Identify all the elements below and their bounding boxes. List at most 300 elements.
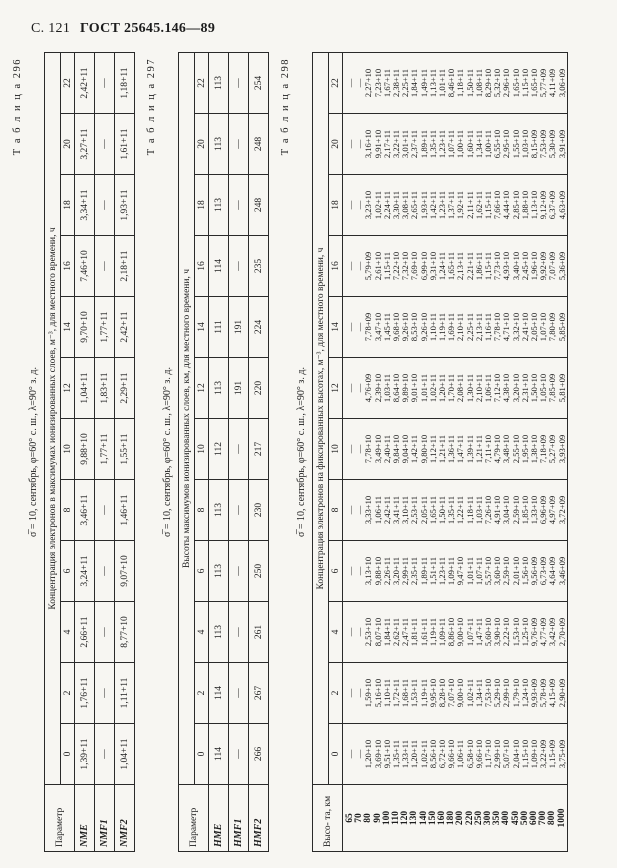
- cell: 3,27+11: [75, 114, 95, 175]
- cell: 1,96+10: [529, 251, 540, 281]
- cell: 114: [209, 663, 229, 724]
- cell: 7,78+09: [363, 312, 374, 342]
- cell: —: [354, 444, 365, 454]
- table-297-label: Т а б л и ц а 297: [146, 58, 157, 156]
- cell: 248: [249, 175, 269, 236]
- cell: —: [354, 627, 365, 637]
- cell: 2,10+11: [473, 373, 484, 403]
- cell: 1,21+11: [437, 434, 448, 464]
- cell: 1,88+10: [519, 190, 530, 220]
- cell: 7,78+10: [363, 434, 374, 464]
- cell: 7,07+09: [547, 251, 558, 281]
- cell: 3,22+09: [538, 739, 549, 769]
- table-297-subtitle: Высоты максимумов ионизированных слоев, км, для местного времени, ч: [179, 53, 195, 785]
- cell: 9,26+10: [400, 312, 411, 342]
- cell: 1,13+11: [427, 68, 438, 98]
- cell: —: [229, 419, 249, 480]
- table-row: [115, 53, 135, 852]
- cell: 4,97+09: [547, 495, 558, 525]
- height-value: 180: [446, 810, 457, 826]
- cell: 3,49+10: [372, 434, 383, 464]
- cell: 1,53+10: [510, 617, 521, 647]
- value-column: [343, 480, 568, 541]
- cell: 1,47+11: [473, 617, 484, 647]
- height-value: 90: [372, 813, 383, 823]
- page-number: С. 121: [31, 21, 71, 36]
- cell: 113: [209, 541, 229, 602]
- cell: 6,37+09: [547, 190, 558, 220]
- cell: 1,70+11: [446, 373, 457, 403]
- param-header: Параметр: [45, 785, 75, 852]
- height-value: 130: [409, 810, 420, 826]
- cell: 9,80+10: [418, 434, 429, 464]
- cell: 2,08+11: [455, 373, 466, 403]
- cell: 113: [209, 114, 229, 175]
- cell: 1,42+11: [427, 190, 438, 220]
- cell: 5,32+10: [492, 68, 503, 98]
- height-value: 400: [501, 810, 512, 826]
- cell: 3,91+09: [556, 129, 567, 159]
- cell: 1,23+11: [437, 190, 448, 220]
- cell: —: [229, 480, 249, 541]
- cell: 1,01+11: [418, 373, 429, 403]
- cell: 9,68+10: [391, 312, 402, 342]
- table-298-subtitle: Концентрация электронов на фиксированных высотах, м⁻³, для местного времени, ч: [313, 53, 329, 785]
- hour-header: 8: [61, 480, 75, 541]
- rotated-page-content: [6, 52, 567, 852]
- cell: 1,02+11: [464, 678, 475, 708]
- cell: 1,18+11: [455, 68, 466, 98]
- cell: 191: [229, 297, 249, 358]
- height-value: 350: [492, 810, 503, 826]
- cell: —: [95, 53, 115, 114]
- cell: 217: [249, 419, 269, 480]
- cell: 113: [209, 53, 229, 114]
- cell: 5,27+09: [547, 434, 558, 464]
- cell: 1,61+11: [115, 114, 135, 175]
- cell: 4,79+10: [492, 434, 503, 464]
- cell: 3,60+10: [492, 556, 503, 586]
- hour-header: 4: [329, 602, 343, 663]
- cell: 3,40+10: [510, 251, 521, 281]
- hour-header: 14: [61, 297, 75, 358]
- cell: 1,50+11: [464, 68, 475, 98]
- hour-header: 14: [195, 297, 209, 358]
- cell: —: [95, 724, 115, 785]
- height-value: 100: [381, 810, 392, 826]
- hour-header: 6: [61, 541, 75, 602]
- cell: 3,20+11: [391, 556, 402, 586]
- cell: 2,42+11: [115, 297, 135, 358]
- cell: 4,77+09: [538, 617, 549, 647]
- cell: 1,37+11: [446, 190, 457, 220]
- row-label: NMF1: [95, 785, 115, 852]
- row-label: HMF1: [229, 785, 249, 852]
- hour-header: 12: [329, 358, 343, 419]
- value-column: [343, 663, 568, 724]
- cell: 1,20+11: [409, 739, 420, 769]
- cell: 5,81+09: [556, 373, 567, 403]
- cell: 2,61+10: [372, 251, 383, 281]
- cell: 1,07+11: [464, 617, 475, 647]
- cell: 7,53+09: [538, 129, 549, 159]
- cell: —: [345, 505, 355, 515]
- cell: —: [229, 663, 249, 724]
- cell: 1,77+11: [95, 419, 115, 480]
- cell: —: [229, 541, 249, 602]
- table-298-body-row: [343, 53, 568, 852]
- value-column: [343, 53, 568, 114]
- cell: 1,49+11: [418, 68, 429, 98]
- hour-header: 12: [195, 358, 209, 419]
- cell: 1,15+10: [519, 68, 530, 98]
- cell: 1,04+11: [115, 724, 135, 785]
- cell: 2,99+11: [400, 556, 411, 586]
- cell: 3,72+09: [556, 495, 567, 525]
- hour-header: 6: [329, 541, 343, 602]
- height-value: 140: [418, 810, 429, 826]
- cell: 1,61+11: [418, 617, 429, 647]
- cell: 9,51+10: [381, 739, 392, 769]
- table-row: [229, 53, 249, 852]
- cell: 1,65+11: [446, 251, 457, 281]
- param-header: Параметр: [179, 785, 209, 852]
- cell: 1,23+11: [437, 129, 448, 159]
- height-value: 110: [391, 811, 402, 825]
- cell: 114: [209, 724, 229, 785]
- cell: —: [229, 236, 249, 297]
- cell: 1,76+11: [75, 663, 95, 724]
- cell: 2,90+09: [556, 678, 567, 708]
- cell: 2,05+11: [418, 495, 429, 525]
- hour-header: 2: [61, 663, 75, 724]
- cell: 1,84+11: [409, 68, 420, 98]
- cell: 1,38+10: [529, 434, 540, 464]
- cell: 1,17+10: [483, 739, 494, 769]
- cell: 1,24+11: [437, 251, 448, 281]
- cell: 1,36+11: [446, 434, 457, 464]
- cell: 3,20+10: [510, 373, 521, 403]
- cell: 5,29+10: [492, 678, 503, 708]
- cell: 3,06+09: [556, 68, 567, 98]
- cell: 2,31+10: [519, 373, 530, 403]
- hour-header: 16: [195, 236, 209, 297]
- cell: 7,80+09: [547, 312, 558, 342]
- cell: 2,05+10: [529, 312, 540, 342]
- cell: —: [95, 236, 115, 297]
- cell: 3,46+09: [556, 556, 567, 586]
- cell: —: [345, 261, 355, 271]
- cell: 1,07+11: [473, 556, 484, 586]
- cell: 2,25+11: [400, 68, 411, 98]
- cell: 1,35+11: [391, 739, 402, 769]
- cell: 3,23+10: [363, 190, 374, 220]
- cell: 1,89+11: [418, 129, 429, 159]
- height-value: 150: [427, 810, 438, 826]
- cell: 1,86+11: [473, 251, 484, 281]
- cell: 2,99+10: [492, 739, 503, 769]
- cell: 3,41+11: [391, 495, 402, 525]
- cell: 9,76+09: [529, 617, 540, 647]
- cell: 2,04+10: [510, 739, 521, 769]
- cell: 1,01+11: [437, 68, 448, 98]
- cell: —: [95, 480, 115, 541]
- cell: 1,85+10: [519, 495, 530, 525]
- cell: 4,63+09: [556, 190, 567, 220]
- cell: 7,73+10: [492, 251, 503, 281]
- cell: 3,34+11: [75, 175, 95, 236]
- cell: 261: [249, 602, 269, 663]
- cell: 2,37+11: [409, 129, 420, 159]
- cell: 1,68+11: [400, 678, 411, 708]
- cell: 248: [249, 114, 269, 175]
- cell: 1,34+11: [473, 678, 484, 708]
- cell: 113: [209, 602, 229, 663]
- cell: —: [354, 383, 365, 393]
- table-296-subtitle: Концентрация электронов в максимумах ионизированных слоев, м⁻³, для местного времени, ч: [45, 53, 61, 785]
- cell: 1,15+10: [519, 739, 530, 769]
- cell: 7,18+09: [538, 434, 549, 464]
- cell: —: [95, 663, 115, 724]
- cell: 8,64+10: [391, 373, 402, 403]
- height-value: 300: [483, 810, 494, 826]
- cell: 1,95+10: [519, 434, 530, 464]
- hour-header: 4: [61, 602, 75, 663]
- cell: 1,59+10: [363, 678, 374, 708]
- table-297-title: σ̅ = 10, сентябрь, φ=60° с. ш., λ=90° з. д.: [162, 367, 173, 537]
- value-column: [343, 541, 568, 602]
- cell: —: [354, 139, 365, 149]
- cell: 7,53+10: [483, 678, 494, 708]
- cell: 1,19+11: [418, 678, 429, 708]
- cell: 9,12+09: [538, 190, 549, 220]
- hour-header: 12: [61, 358, 75, 419]
- hour-header: 4: [195, 602, 209, 663]
- cell: 9,92+09: [538, 251, 549, 281]
- cell: 9,88+10: [372, 556, 383, 586]
- cell: 9,95+10: [427, 678, 438, 708]
- cell: 8,07+10: [372, 617, 383, 647]
- cell: 7,85+09: [547, 373, 558, 403]
- cell: 1,42+11: [409, 434, 420, 464]
- cell: 1,39+11: [75, 724, 95, 785]
- cell: 1,50+10: [529, 373, 540, 403]
- cell: 7,32+10: [400, 251, 411, 281]
- cell: 1,67+11: [381, 68, 392, 98]
- cell: 5,60+10: [483, 617, 494, 647]
- value-column: [343, 175, 568, 236]
- table-298-title: σ̅ = 10, сентябрь, φ=60° с. ш., λ=90° з. д.: [296, 367, 307, 537]
- cell: 1,09+11: [437, 617, 448, 647]
- cell: 9,00+10: [455, 678, 466, 708]
- cell: 9,56+09: [529, 556, 540, 586]
- cell: 2,59+10: [510, 495, 521, 525]
- cell: 1,15+11: [381, 251, 392, 281]
- cell: —: [345, 566, 355, 576]
- value-column: [343, 236, 568, 297]
- cell: 113: [209, 175, 229, 236]
- cell: 5,30+09: [547, 129, 558, 159]
- table-298-label: Т а б л и ц а 298: [280, 58, 291, 156]
- hour-header: 22: [61, 53, 75, 114]
- cell: 7,11+10: [483, 434, 494, 464]
- cell: 6,55+10: [492, 129, 503, 159]
- cell: 6,72+10: [437, 739, 448, 769]
- cell: 4,91+10: [492, 495, 503, 525]
- hour-header: 16: [61, 236, 75, 297]
- cell: 2,01+10: [510, 556, 521, 586]
- cell: —: [229, 175, 249, 236]
- cell: 2,62+11: [391, 617, 402, 647]
- cell: 113: [209, 358, 229, 419]
- cell: 1,15+11: [483, 190, 494, 220]
- cell: 1,47+11: [455, 434, 466, 464]
- cell: 1,93+11: [115, 175, 135, 236]
- cell: —: [95, 175, 115, 236]
- cell: —: [229, 602, 249, 663]
- cell: 2,53+10: [363, 617, 374, 647]
- cell: 2,13+11: [455, 251, 466, 281]
- cell: 4,93+10: [501, 251, 512, 281]
- cell: 9,01+10: [409, 373, 420, 403]
- cell: 1,56+10: [519, 556, 530, 586]
- cell: 1,65+10: [529, 68, 540, 98]
- cell: 1,02+11: [427, 373, 438, 403]
- row-label: NME: [75, 785, 95, 852]
- cell: 2,85+10: [510, 190, 521, 220]
- cell: 1,39+11: [464, 434, 475, 464]
- cell: 8,46+10: [446, 68, 457, 98]
- hour-header: 0: [195, 724, 209, 785]
- cell: 1,81+11: [409, 617, 420, 647]
- cell: 3,16+10: [363, 129, 374, 159]
- hour-header: 10: [329, 419, 343, 480]
- hour-header: 8: [329, 480, 343, 541]
- cell: —: [229, 114, 249, 175]
- cell: —: [354, 688, 365, 698]
- cell: 1,53+11: [409, 678, 420, 708]
- cell: 1,62+11: [473, 190, 484, 220]
- cell: 254: [249, 53, 269, 114]
- cell: 1,34+11: [473, 129, 484, 159]
- cell: 1,23+11: [437, 556, 448, 586]
- cell: —: [354, 505, 365, 515]
- cell: 1,06+11: [483, 373, 494, 403]
- cell: 1,55+11: [115, 419, 135, 480]
- cell: 2,53+11: [409, 495, 420, 525]
- cell: 4,76+09: [363, 373, 374, 403]
- hour-header: 14: [329, 297, 343, 358]
- cell: 3,69+10: [372, 739, 383, 769]
- cell: 5,07+10: [501, 739, 512, 769]
- cell: 5,78+09: [538, 678, 549, 708]
- cell: 3,75+09: [556, 739, 567, 769]
- cell: 9,70+10: [75, 297, 95, 358]
- table-row: [75, 53, 95, 852]
- height-value: 80: [363, 813, 374, 823]
- cell: 2,22+10: [501, 617, 512, 647]
- cell: 9,93+09: [529, 678, 540, 708]
- cell: 1,24+10: [519, 678, 530, 708]
- cell: —: [354, 749, 365, 759]
- cell: 1,07+11: [446, 129, 457, 159]
- height-value: 250: [473, 810, 484, 826]
- cell: 8,53+10: [409, 312, 420, 342]
- cell: 1,03+11: [473, 495, 484, 525]
- cell: 6,96+09: [538, 495, 549, 525]
- cell: 112: [209, 419, 229, 480]
- cell: 1,16+11: [483, 312, 494, 342]
- cell: 3,04+10: [501, 495, 512, 525]
- cell: 1,02+11: [418, 739, 429, 769]
- cell: —: [345, 688, 355, 698]
- cell: 3,33+10: [363, 495, 374, 525]
- cell: 2,27+10: [363, 68, 374, 98]
- cell: 2,13+11: [473, 312, 484, 342]
- hour-header: 8: [195, 480, 209, 541]
- cell: 1,35+11: [446, 495, 457, 525]
- cell: 267: [249, 663, 269, 724]
- cell: —: [95, 114, 115, 175]
- cell: —: [95, 602, 115, 663]
- height-value: 600: [529, 810, 540, 826]
- height-value: 160: [437, 810, 448, 826]
- cell: 250: [249, 541, 269, 602]
- cell: 1,10+11: [381, 678, 392, 708]
- cell: 3,47+10: [372, 312, 383, 342]
- cell: 7,78+10: [492, 312, 503, 342]
- cell: 2,21+11: [464, 251, 475, 281]
- cell: 2,66+11: [75, 602, 95, 663]
- hour-header: 22: [329, 53, 343, 114]
- cell: 1,19+11: [437, 312, 448, 342]
- cell: 5,16+10: [372, 678, 383, 708]
- cell: 2,99+10: [501, 678, 512, 708]
- height-column: [343, 785, 568, 852]
- cell: 3,22+11: [391, 129, 402, 159]
- cell: 1,07+10: [538, 312, 549, 342]
- cell: 1,30+11: [464, 373, 475, 403]
- height-value: 70: [354, 813, 365, 823]
- cell: 2,70+09: [556, 617, 567, 647]
- cell: 1,20+10: [363, 739, 374, 769]
- cell: —: [229, 724, 249, 785]
- value-column: [343, 114, 568, 175]
- cell: 3,93+09: [556, 434, 567, 464]
- cell: 2,17+11: [381, 129, 392, 159]
- cell: 3,01+11: [400, 129, 411, 159]
- cell: 7,46+10: [75, 236, 95, 297]
- height-value: 1000: [556, 808, 567, 828]
- cell: 7,12+10: [492, 373, 503, 403]
- cell: 7,69+10: [409, 251, 420, 281]
- cell: 9,88+10: [75, 419, 95, 480]
- cell: 2,95+10: [501, 129, 512, 159]
- cell: —: [354, 200, 365, 210]
- cell: —: [95, 541, 115, 602]
- cell: 9,89+10: [400, 373, 411, 403]
- cell: 1,06+11: [372, 495, 383, 525]
- hour-header: 0: [61, 724, 75, 785]
- cell: 6,73+09: [538, 556, 549, 586]
- hour-header: 6: [195, 541, 209, 602]
- cell: 8,86+10: [446, 617, 457, 647]
- cell: 1,06+11: [455, 739, 466, 769]
- cell: 230: [249, 480, 269, 541]
- cell: 1,65+11: [427, 495, 438, 525]
- cell: 4,38+10: [501, 373, 512, 403]
- cell: 224: [249, 297, 269, 358]
